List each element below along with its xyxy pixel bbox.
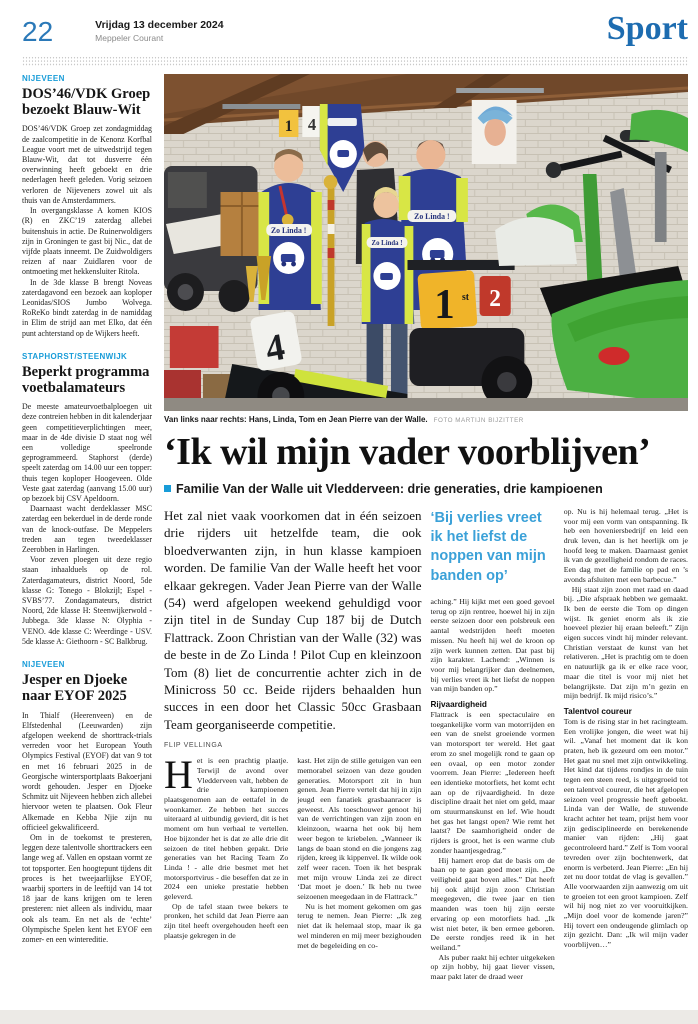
header-divider <box>22 56 688 66</box>
body-column-2 <box>297 756 421 950</box>
garage-floor <box>164 398 688 411</box>
brief-kicker: NIJEVEEN <box>22 74 65 83</box>
vest-text-tom: Zo Linda ! <box>371 239 403 248</box>
body-paragraph: kast. Het zijn de stille getuigen van een memorabel seizoen van deze gouden generaties. Motorsport zit in hun genen. Jean Pierre vertelt dat hij in zijn jeugd een fanatiek grasbaanracer is geweest. Als toeschouwer genoot hij van de verrichtingen van zijn zoon en kleinzoon, waarna het ook bij hem weer begon te kriebelen. „Wanneer ik langs de baan stond en die jongens zag rijden, kreeg ik kippenvel. Ik wilde ook zelf weer racen. Toen ik het besprak met mijn vrouw Linda zei ze direct ‘Dat moet je doen.’ Ik heb nu twee seizoenen meegedaan in de Flattrack.” <box>297 756 422 902</box>
news-brief <box>22 660 152 945</box>
brief-title: Jesper en Djoeke naar EYOF 2025 <box>22 672 128 705</box>
vest-text-jean-pierre: Zo Linda ! <box>414 211 450 222</box>
article-standfirst <box>164 482 688 497</box>
plate-two: 2 <box>489 285 501 313</box>
body-column-4 <box>564 507 688 999</box>
brief-title: Beperkt programma voetbalamateurs <box>22 363 150 396</box>
article-headline: ‘Ik wil mijn vader voorblijven’ <box>164 431 651 473</box>
bottom-strip <box>0 1010 698 1024</box>
banner-card-one: 1 <box>284 117 293 136</box>
news-brief <box>22 74 152 339</box>
photo-caption <box>164 415 688 424</box>
left-rail <box>22 74 152 999</box>
vest-text-christian: Zo Linda ! <box>270 225 307 236</box>
body-paragraph: Flattrack is een spectaculaire en toegankelijke vorm van motorrijden en een van de snelst groeiende vormen van motorsport ter wereld. Het gaat erom zo snel mogelijk rond te gaan op een ovaal, op een motor zonder voorrem. Jean Pierre: „Iedereen heeft een identieke motorfiets, het komt echt aan op de rijvaardigheid. In deze discipline draait het niet om geld, maar om stuurmanskunst en lef. Wie houdt het gas het langst open? Wie remt het laatst? De saamhorigheid onder de rijders is groot, het is een warme club zonder haantjesgedrag.” <box>430 710 555 855</box>
article-byline: FLIP VELLINGA <box>164 742 223 750</box>
brief-paragraph: De meeste amateurvoetbalploegen uit deze contreien hebben in dit kalenderjaar geen competitieverplichtingen meer, maar in de 4de divisie D staat nog wél een volledige speelronde geprogrammeerd. Staphorst (derde) speelt zaterdag om 14.00 uur een topper: thuis tegen koploper Hoogeveen. Olde Veste gaat zaterdag (aanvang 15.00 uur) op bezoek bij CSV Apeldoorn. <box>22 402 152 504</box>
body-paragraph: op. Nu is hij helemaal terug. „Het is voor mij een vorm van ontspanning. Ik heb een hoveniersbedrijf en leid een druk leven, dan is het heerlijk om je hoofd leeg te maken. Daarnaast geniet ik van de gezelligheid rondom de races. Een dag met de familie op pad en ’s avonds afsluiten met een barbecue.” <box>563 506 688 584</box>
wall-poster <box>472 100 517 164</box>
body-paragraph: Hij staat zijn zoon met raad en daad bij. „Die afspraak hebben we gemaakt. Ik ben de eerste die Tom op dingen wijst. Ik geniet enorm als ik zie hoeveel plezier hij eraan beleeft.” Zijn eigen succes vindt hij minder relevant. Christian verstaat de kunst van het relativeren. „Het is prachtig om te doen en natuurlijk ga ik er elke race voor, maar die titel is voor mij niet het belangrijkste. Dat zijn m’n gezin en mijn bedrijf. Ik mijd risico’s.” <box>563 584 688 701</box>
brief-paragraph: Daarnaast wacht derdeklasser MSC zaterdag een bekerduel in de derde ronde van de knock-outfase. De Meppelers treden aan tegen tweedeklasser Zeerobben in Harlingen. <box>22 504 152 555</box>
body-column-1 <box>164 752 289 950</box>
brief-paragraph: In Thialf (Heerenveen) en de Elfstedenhal (Leeuwarden) zijn afgelopen weekend de shorttrack-trials verreden voor het European Youth Olympics Festival (EYOF) dat van 9 tot en met 16 februari 2025 in de Georgische wintersportplaats Bakoerjani wordt gehouden. Jesper en Djoeke Schmitz uit Nijeveen hebben zich allebei hiervoor weten te plaatsen. Ook Fleur Alkemade en Kebba Njie zijn nu officieel gekwalificeerd. <box>22 710 152 832</box>
photo-credit: FOTO MARTIJN BIJZITTER <box>433 417 524 424</box>
brief-title: DOS’46/VDK Groep bezoekt Blauw-Wit <box>22 86 151 119</box>
publication-name: Meppeler Courant <box>95 33 164 43</box>
caption-text: Van links naar rechts: Hans, Linda, Tom en Jean Pierre van der Walle. <box>164 415 428 424</box>
brief-paragraph: In overgangsklasse A komen KIOS (R) en ZKC’19 zaterdag allebei buitenshuis in actie. De Ruinerwoldigers zijn in Groningen te gast bij Nic., dat de vijfde plaats inneemt. De Zuidwoldigers reizen af naar Zuidlaren voor de ontmoeting met hekkensluiter Ritola. <box>22 206 152 277</box>
body-paragraph: Op de tafel staan twee bekers te pronken, het schild dat Jean Pierre aan zijn titel heeft overgehouden heeft een plaatsje gekregen in de <box>164 901 289 940</box>
square-bullet-icon <box>164 485 171 492</box>
body-paragraph: Tom is de rising star in het racingteam. Een vrolijke jongen, die weet wat hij wil. „Vanaf het moment dat ik kon praten, heb ik gezeurd om een motor.” Het gaat nu snel met zijn ontwikkeling. Het kind dat tijdens rondjes in de tuin tegen een steen reed, is uitgegroeid tot een talentvol coureur, die het afgelopen seizoen veel progressie heeft geboekt. Linda van der Walle, de stuwende kracht achter het team, prijst hem voor zijn gedisciplineerde en berekenende manier van rijden: „Hij gaat gecontroleerd hard.” Zelf is Tom vooral tevreden over zijn bochtenwerk, dat enorm is verbeterd. Jean Pierre: „En hij zet nu door totdat de vlag is gevallen.” Alle voorwaarden zijn aanwezig om uit te groeien tot een groot kampioen. Zelf wil hij nog niet zo ver vooruitkijken. „Mijn doel voor de komende jaren?” Hij tovert een ondeugende glimlach op zijn gezicht. Dan: „Ik wil mijn vader voorblijven…” <box>563 716 688 950</box>
news-brief <box>22 352 152 647</box>
section-subhead: Talentvol coureur <box>563 706 632 716</box>
brief-paragraph: DOS’46/VDK Groep zet zondagmiddag de zaalcompetitie in de Kenonz Korfbal League voort met de uitwedstrijd tegen Blauw-Wit, dat tot dusverre één overwinning heeft geboekt en drie nederlagen heeft geleden. Vorig seizoen verloren de Nijeveners zowel uit als thuis van de Amsterdammers. <box>22 124 152 205</box>
issue-date: Vrijdag 13 december 2024 <box>95 19 224 31</box>
article-photo <box>164 74 688 411</box>
standfirst-text: Familie Van der Walle uit Vledderveen: drie generaties, drie kampioenen <box>176 481 603 496</box>
plate-one-suffix: st <box>462 291 470 304</box>
body-paragraph: Als puber raakt hij echter uitgekeken op zijn hobby, hij gaat liever vissen, maar pakt later de draad weer <box>430 952 555 982</box>
intro-block <box>164 507 422 999</box>
body-paragraph: aching.” Hij kijkt met een goed gevoel terug op zijn rentree, hoewel hij in zijn eerste seizoen door een polsbreuk een aantal wedstrijden heeft moeten missen. Nu heeft hij wel de kroon op zijn werk kunnen zetten. Dat past bij zijn karakter. Lachend: „Winnen is voor mij belangrijker dan deelnemen, bij verlies vreet ik het liefst de noppen van mijn banden op.” <box>430 597 555 694</box>
body-paragraph: Hij hamert erop dat de basis om de baan op te gaan goed moet zijn. „De veiligheid gaat boven alles.” Dat heeft hij ook altijd zijn zoon Christian meegegeven, die twee jaar en tien maanden was toen hij zijn eerste ervaring op een motorfiets had. „Ik wist niet beter, ik ben ermee geboren. De eerste rondjes reed ik in het weiland.” <box>430 855 555 952</box>
main-article <box>164 74 688 999</box>
photo-illustration <box>164 74 688 411</box>
plate-one: 1 <box>434 280 455 328</box>
body-column-3 <box>431 507 555 999</box>
brief-paragraph: Voor zeven ploegen uit deze regio staan inhaalduels op de rol. Zaterdagamateurs, district Noord, 5de klasse G: Tonego - Blokzijl; Espel - SVBS’77. Zondagamateurs, district Noord, 2de klasse H: Steenwijkerwold - Jubbega. 3de klasse N: Olyphia - VENO. 4de klasse C: Weerdinge - USV. 5de klasse A: Giethoorn - SC Balkbrug. <box>22 555 152 646</box>
section-title: Sport <box>606 10 688 47</box>
banner-card-four: 4 <box>307 114 317 135</box>
body-paragraph: Het is een prachtig plaatje. Terwijl de avond over Vledderveen valt, hebben de drie kampioenen plaatsgenomen aan de eettafel in de woonkamer. Ze hebben het succes uiteraard al uitbundig gevierd, dit is het moment om hun verhaal te vertellen. Hoe bijzonder het is dat ze alle drie dit seizoen de titel hebben gepakt. Drie generaties van het Racing Team Zo Linda ! - alle drie besmet met het motorsportvirus - die beseffen dat ze in 2024 een unieke prestatie hebben geleverd. <box>164 752 289 902</box>
article-intro: Het zal niet vaak voorkomen dat in één seizoen drie rijders uit hetzelfde team, die ook bloedverwanten zijn, in hun klasse kampioen worden. De familie Van der Walle heeft het voor elkaar gekregen. Vader Jean Pierre van der Walle (54) werd afgelopen weekend gehuldigd voor zijn titel in de Sunday Cup 187 bij de Dutch Flattrack. Zoon Christian van der Walle (32) was de beste in de Zo Linda ! Pilot Cup en kleinzoon Tom (8) liet de concurrentie achter zich in de Minicross 50 cc. Beide rijders behaalden hun succes in een door het Classic 50cc Grasbaan Team georganiseerde competitie. <box>164 507 422 732</box>
page-number: 22 <box>22 16 54 47</box>
body-paragraph: Nu is het moment gekomen om gas terug te nemen. Jean Pierre: „Ik zeg niet dat ik helemaal stop, maar ik ga wel minderen en mij meer bezighouden met de begeleiding en co- <box>297 901 422 950</box>
pull-quote: ‘Bij verlies vreet ik het liefst de noppen van mijn banden op’ <box>430 509 546 584</box>
page-header <box>22 12 688 46</box>
brief-paragraph: Om in de toekomst te presteren, leggen deze talentvolle shorttrackers een lange weg af. Vallen en opstaan vormt ze tot topsporter. Een hoogtepunt tijdens dit proces is het tweejaarlijkse EYOF, waarbij sporters in de leeftijd van 14 tot 18 jaar de kans krijgen om te leren presteren: niet alleen als individu, maar ook als team. En net als de ‘echte’ Olympische Spelen kent het EYOF een zomer- en een wintereditie. <box>22 832 152 945</box>
plate-front: 4 <box>262 326 288 371</box>
date-block <box>95 19 223 43</box>
brief-paragraph: In de 3de klasse B brengt Noveas zaterdagavond een bezoek aan koploper Leonidas/SIOS Jumbo Wolvega. RoReKo bindt zaterdag in de namiddag in Elim de strijd aan met Elko, dat één punt achterstand op de Wijkers heeft. <box>22 277 152 338</box>
drop-cap: H <box>164 752 193 798</box>
article-body <box>164 507 688 999</box>
section-subhead: Rijvaardigheid <box>430 700 487 710</box>
brief-kicker: STAPHORST/STEENWIJK <box>22 351 128 361</box>
brief-kicker: NIJEVEEN <box>22 660 65 670</box>
